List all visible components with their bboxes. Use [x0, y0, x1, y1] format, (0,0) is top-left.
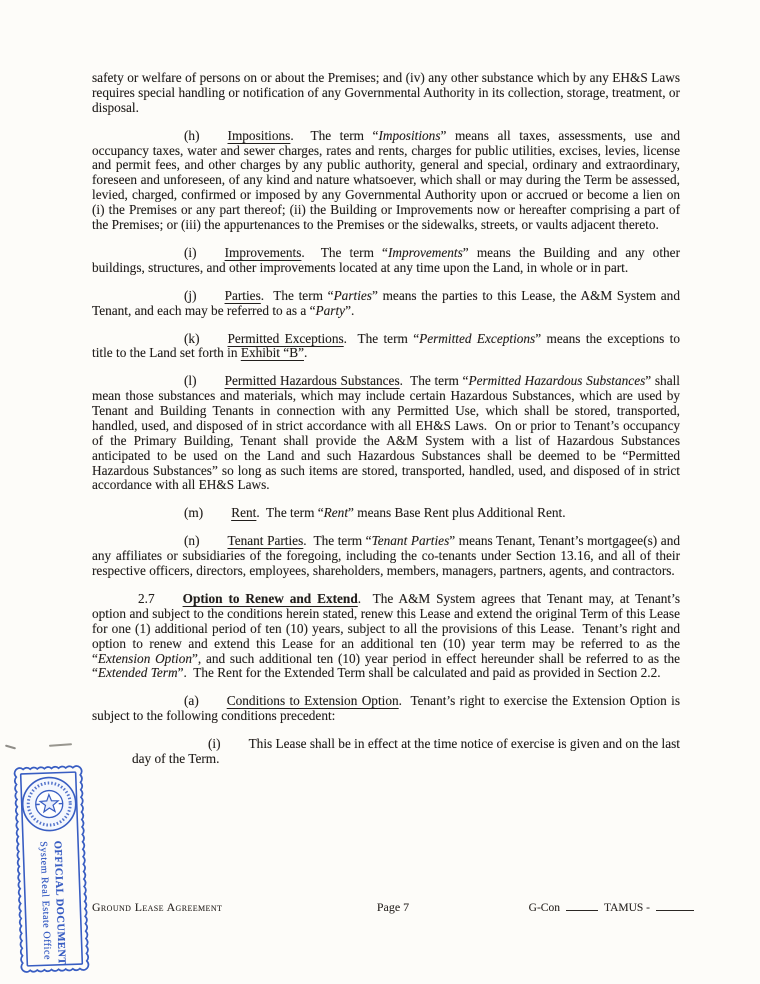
text-segment-tab: (i)	[184, 244, 197, 260]
text-segment: . The term “	[301, 244, 388, 260]
paragraph	[92, 534, 680, 579]
footer-tamus-blank-line	[656, 908, 694, 911]
text-segment-i: Improvements	[387, 244, 463, 260]
footer-reference	[409, 902, 694, 914]
text-segment: ” means Base Rent plus Additional Rent.	[348, 505, 566, 521]
text-segment: . The A&M System agrees that Tenant may, at Tenant’s option and subject to the conditions herein stated, renew this Lease and extend the original Term of this Lease for one (1) additional period of ten (10) years, subject to all the provisions of this Lease. Tenant’s right and option to renew and extend this Lease for an additional ten (10) year term may be referred to as the “	[92, 591, 680, 666]
text-segment-u: Parties	[224, 287, 261, 303]
text-segment: . The term “	[290, 127, 379, 143]
text-segment: ” means the Building and any other buildings, structures, and other improvements located at any time upon the Land, in whole or in part.	[92, 244, 680, 275]
page-footer	[92, 900, 694, 915]
text-segment-tab: (h)	[184, 127, 200, 143]
text-segment-i: Parties	[333, 287, 372, 303]
footer-tamus-label: TAMUS -	[603, 902, 651, 914]
text-segment-i: Permitted Hazardous Substances	[468, 373, 646, 389]
text-segment-u: Permitted Exceptions	[227, 330, 344, 346]
text-segment: ”. The Rent for the Extended Term shall be calculated and paid as provided in Section 2.2.	[177, 665, 661, 681]
paragraph	[92, 71, 680, 116]
paragraph	[92, 506, 680, 521]
stamp-official-document-label: OFFICIAL DOCUMENT	[51, 840, 67, 966]
text-segment: . The term “	[303, 533, 372, 549]
footer-document-title: Ground Lease Agreement	[92, 900, 223, 914]
paragraph	[92, 129, 680, 233]
text-segment: safety or welfare of persons on or about the Premises; and (iv) any other substance which by any EH&S Laws requires special handling or notification of any Governmental Authority in its collection, storage, treatment, or disposal.	[92, 70, 680, 115]
text-segment-tab: (a)	[184, 693, 199, 709]
text-segment-u: Rent	[231, 505, 257, 521]
text-segment-i: Extended Term	[97, 665, 178, 681]
text-segment-tab: (m)	[184, 505, 204, 521]
text-segment: ”.	[345, 302, 355, 318]
text-segment-i: Tenant Parties	[371, 533, 450, 549]
footer-gcon-blank-line	[566, 908, 598, 911]
text-segment-tab: (l)	[184, 373, 197, 389]
text-segment: .	[303, 345, 308, 361]
text-segment-i: Party	[315, 302, 346, 318]
text-segment-u: Improvements	[224, 244, 302, 260]
text-segment-tab: (k)	[184, 330, 200, 346]
text-segment: . The term “	[343, 330, 420, 346]
text-segment-tab: (i)	[208, 736, 221, 752]
text-segment: ”, and such additional ten (10) year period in effect hereunder shall be referred to as the “	[92, 650, 680, 681]
paragraph	[92, 592, 680, 681]
text-segment-u: Tenant Parties	[227, 533, 304, 549]
text-segment-i: Impositions	[378, 127, 441, 143]
official-document-stamp	[11, 763, 91, 975]
text-segment: . The term “	[260, 287, 334, 303]
text-segment-tab: 2.7	[138, 591, 155, 607]
text-segment-u: Permitted Hazardous Substances	[224, 373, 400, 389]
stamp-text	[27, 840, 77, 968]
paragraph	[92, 332, 680, 362]
text-segment: This Lease shall be in effect at the time notice of exercise is given and on the last day of the Term.	[132, 736, 680, 767]
paragraph	[92, 246, 680, 276]
footer-gcon-label: G-Con	[528, 902, 560, 914]
text-segment: . The term “	[256, 505, 324, 521]
texas-am-seal-icon	[22, 777, 77, 832]
paragraph	[92, 694, 680, 724]
footer-page-number: Page 7	[376, 900, 410, 914]
text-segment-u: Conditions to Extension Option	[226, 693, 399, 709]
text-segment: . Tenant’s right to exercise the Extension Option is subject to the following conditions precedent:	[92, 693, 680, 724]
text-segment-tab: (j)	[184, 287, 197, 303]
text-segment-tab: (n)	[184, 533, 200, 549]
text-segment: ” means the parties to this Lease, the A&M System and Tenant, and each may be referred to as a “	[92, 287, 680, 318]
text-segment-u: Exhibit “B”	[240, 345, 304, 361]
pencil-mark-tick	[5, 745, 16, 750]
pencil-mark-dash	[49, 743, 72, 747]
text-segment: ” means all taxes, assessments, use and occupancy taxes, water and sewer charges, rates and rents, charges for public utilities, excises, levies, license and permit fees, and other charges by any public authority, general and special, ordinary and extraordinary, foreseen and unforeseen, of any kind and nature whatsoever, which shall or may during the Term be assessed, levied, charged, confirmed or imposed by any Governmental Authority upon or accrued or become a lien on (i) the Premises or any part thereof; (ii) the Building or Improvements now or hereafter comprising a part of the Premises; or (iii) the appurtenances to the Premises or the sidewalks, streets, or vaults adjacent thereto.	[92, 127, 680, 232]
document-body	[92, 71, 680, 780]
paragraph	[132, 737, 680, 767]
text-segment-i: Permitted Exceptions	[419, 330, 536, 346]
text-segment: ” means the exceptions to title to the Land set forth in	[92, 330, 680, 361]
text-segment: ” shall mean those substances and materials, which may include certain Hazardous Substances, which are used by Tenant and Building Tenants in connection with any Permitted Use, which shall be stored, transported, handled, used, and disposed of in strict accordance with all EH&S Laws. On or prior to Tenant’s occupancy of the Primary Building, Tenant shall provide the A&M System with a list of Hazardous Substances anticipated to be used on the Land and such Hazardous Substances shall be deemed to be “Permitted Hazardous Substances” so long as such items are stored, transported, handled, used, and disposed of in strict accordance with all EH&S Laws.	[92, 373, 680, 493]
text-segment-i: Rent	[323, 505, 349, 521]
text-segment-u: Impositions	[227, 127, 291, 143]
text-segment: ” means Tenant, Tenant’s mortgagee(s) and any affiliates or subsidiaries of the foregoing, including the co-tenants under Section 13.16, and all of their respective officers, directors, employees, shareholders, members, managers, partners, agents, and contractors.	[92, 533, 680, 579]
text-segment-i: Extension Option	[97, 650, 193, 666]
paragraph	[92, 374, 680, 493]
paragraph	[92, 289, 680, 319]
text-segment: . The term “	[399, 373, 469, 389]
stamp-office-name: System Real Estate Office	[37, 841, 53, 961]
text-segment-bu: Option to Renew and Extend	[182, 591, 358, 607]
